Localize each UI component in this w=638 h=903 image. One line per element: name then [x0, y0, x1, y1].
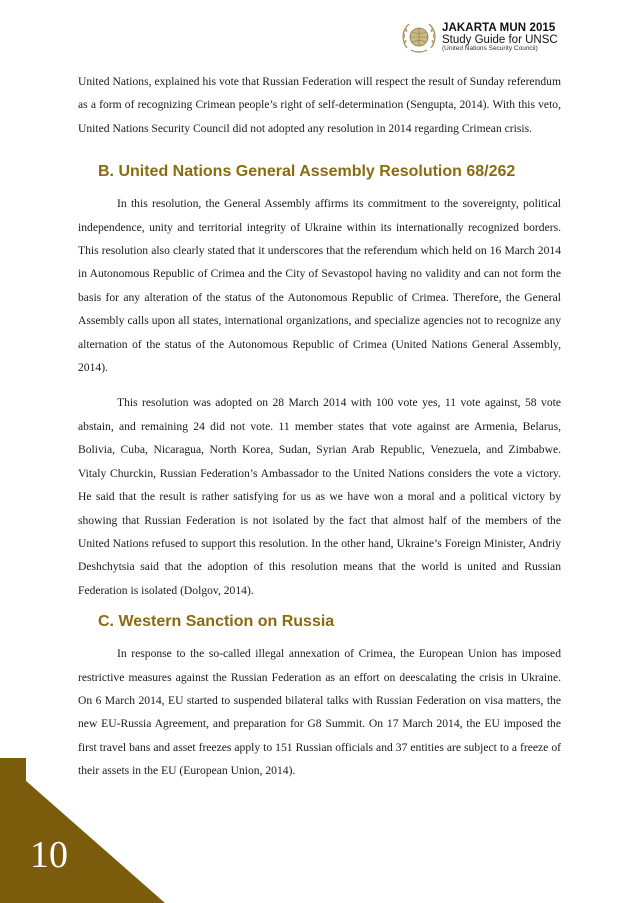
- section-heading-b: B. United Nations General Assembly Resolution 68/262: [98, 163, 516, 181]
- paragraph-intro: United Nations, explained his vote that Russian Federation will respect the result of Sunday referendum as a form of recognizing Crimean people’s right of self-determination (Sengupta, 2014). With this veto, United Nations Security Council did not adopted any resolution in 2014 regarding Crimean crisis.: [78, 75, 561, 135]
- spacer: [78, 379, 561, 391]
- section-c-paragraph: In response to the so-called illegal annexation of Crimea, the European Union has imposed restrictive measures against the Russian Federation as an effort on deescalating the crisis in Ukraine. On 6 March 2014, EU started to suspended bilateral talks with Russian Federation on visa matters, the new EU-Russia Agreement, and preparation for G8 Summit. On 17 March 2014, the EU imposed the first travel bans and asset freezes apply to 151 Russian officials and 37 entities are subject to a freeze of their assets in the EU (European Union, 2014).: [78, 647, 561, 778]
- header: [442, 22, 558, 53]
- un-wreath-globe-icon: [399, 18, 439, 58]
- page-number: 10: [30, 834, 68, 876]
- section-b-paragraph: This resolution was adopted on 28 March 2014 with 100 vote yes, 11 vote against, 58 vote abstain, and remaining 24 did not vote. 11 member states that vote against are Armenia, Belarus, Bolivia, Cuba, Nicaragua, North Korea, Sudan, Syrian Arab Republic, Venezuela, and Zimbabwe. Vitaly Churckin, Russian Federation’s Ambassador to the United Nations considers the vote a victory. He said that the result is rather satisfying for us as we have won a moral and a political victory by showing that Russian Federation is not isolated by the fact that almost half of the members of the United Nations refused to support this resolution. In the other hand, Ukraine’s Foreign Minister, Andriy Deshchytsia said that the adoption of this resolution means that the world is united and Russian Federation is isolated (Dolgov, 2014).: [78, 396, 561, 597]
- header-subtitle: Study Guide for UNSC: [442, 34, 558, 47]
- corner-triangle: [0, 758, 165, 903]
- section-b-paragraph: In this resolution, the General Assembly affirms its commitment to the sovereignty, political independence, unity and territorial integrity of Ukraine within its internationally recognized borders. This resolution also clearly stated that it underscores that the referendum which held on 16 March 2014 in Autonomous Republic of Crimea and the City of Sevastopol having no validity and can not form the basis for any alteration of the status of the Autonomous Republic of Crimea. Therefore, the General Assembly calls upon all states, international organizations, and specialize agencies not to recognize any alternation of the status of the Autonomous Republic of Crimea (United Nations General Assembly, 2014).: [78, 197, 561, 375]
- spacer: [78, 140, 561, 152]
- header-title: JAKARTA MUN 2015: [442, 22, 556, 34]
- header-note: (United Nations Security Council): [442, 45, 538, 53]
- page-content: [78, 70, 561, 783]
- section-heading-c: C. Western Sanction on Russia: [98, 613, 335, 631]
